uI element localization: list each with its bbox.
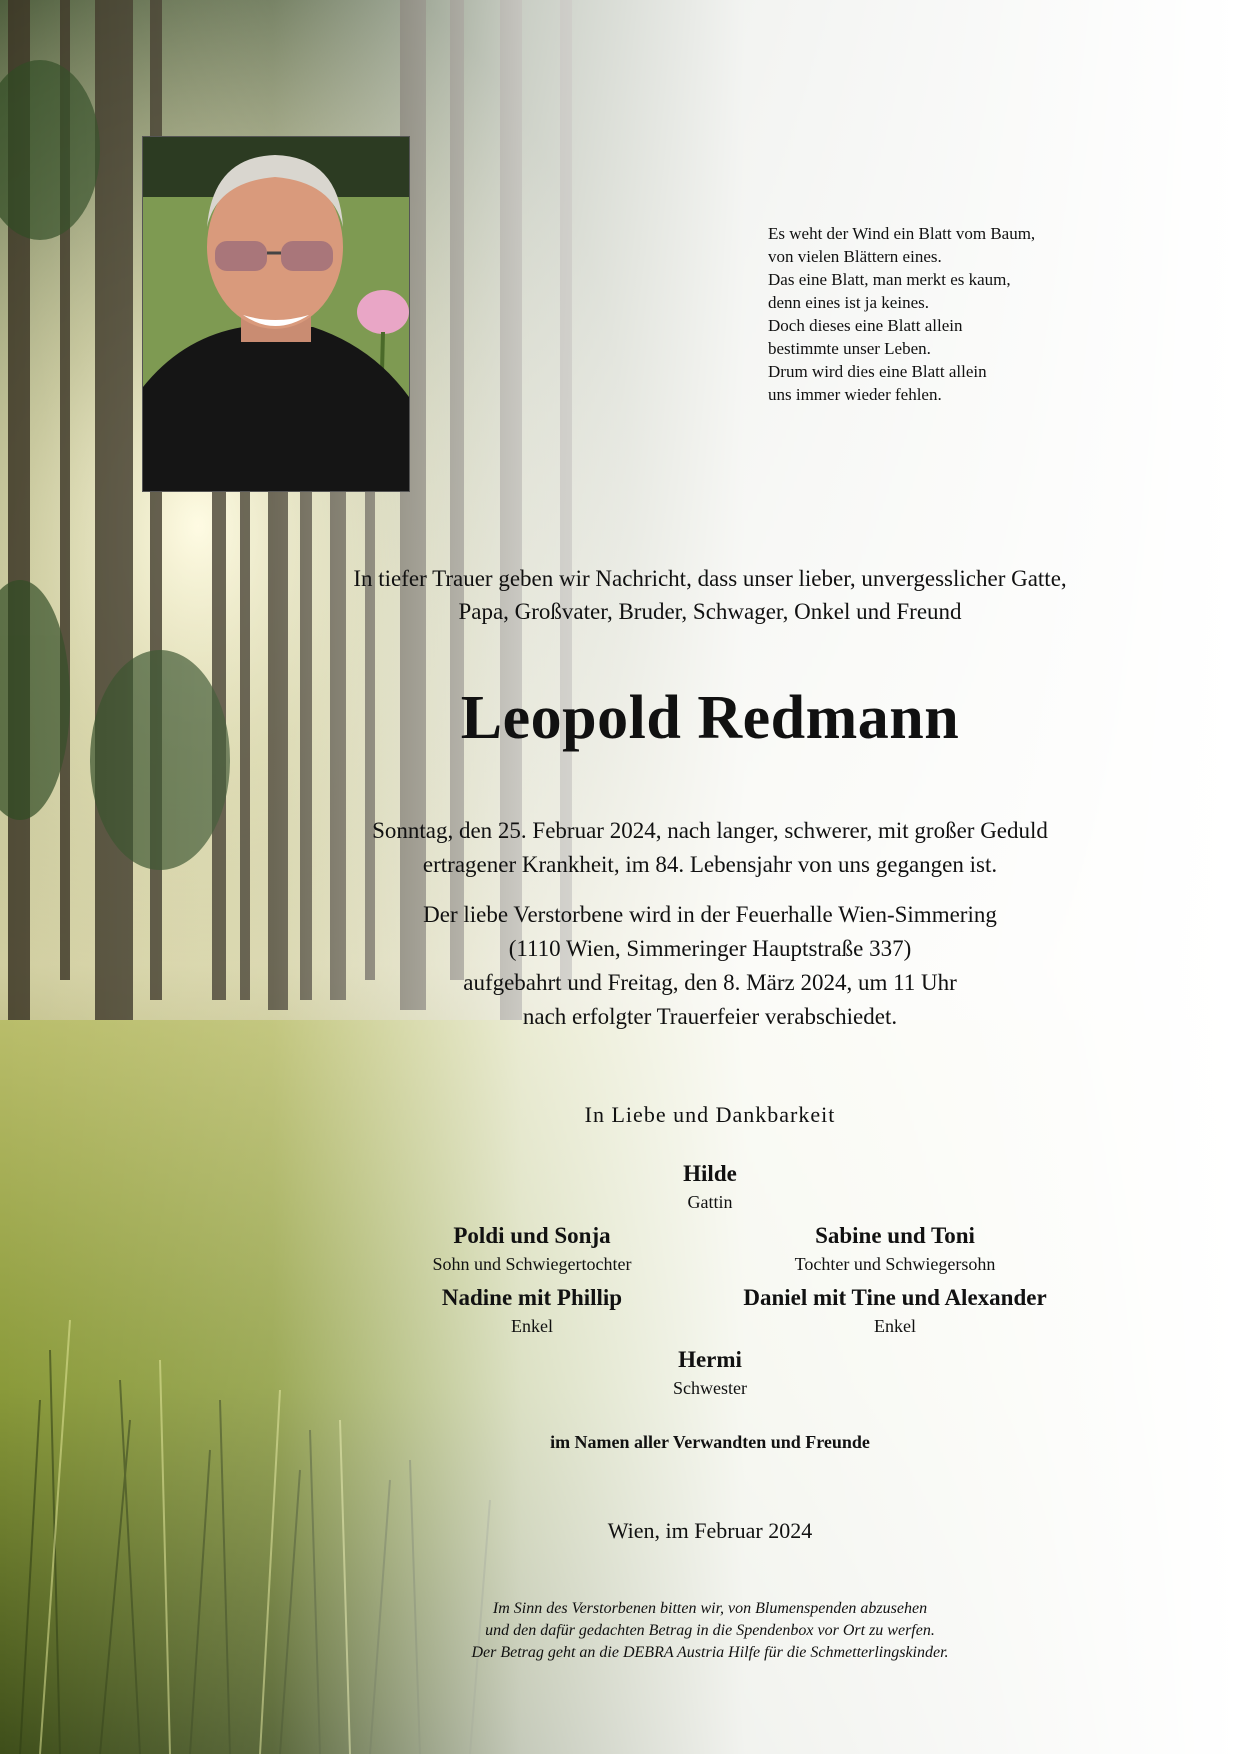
intro-text	[300, 562, 1120, 628]
relative-name: Hilde	[683, 1161, 737, 1186]
funeral-line: aufgebahrt und Freitag, den 8. März 2024, um 11 Uhr	[463, 970, 957, 995]
poem	[768, 222, 1148, 406]
relative-name: Nadine mit Phillip	[441, 1285, 623, 1310]
relative-role: Tochter und Schwiegersohn	[794, 1254, 996, 1274]
relative-name: Hermi	[678, 1347, 742, 1372]
funeral-line: (1110 Wien, Simmeringer Hauptstraße 337)	[508, 936, 912, 961]
poem-line: Drum wird dies eine Blatt allein	[768, 362, 987, 381]
poem-line: uns immer wieder fehlen.	[768, 385, 942, 404]
note-line: und den dafür gedachten Betrag in die Spendenbox vor Ort zu werfen.	[485, 1622, 935, 1639]
funeral-notice	[300, 898, 1120, 1034]
poem-line: bestimmte unser Leben.	[768, 339, 931, 358]
thanks-heading: In Liebe und Dankbarkeit	[584, 1102, 836, 1127]
poem-line: Es weht der Wind ein Blatt vom Baum,	[768, 224, 1036, 243]
relative-role: Enkel	[874, 1316, 916, 1336]
poem-line: Das eine Blatt, man merkt es kaum,	[768, 270, 1011, 289]
death-notice	[300, 814, 1120, 882]
relative-name: Daniel mit Tine und Alexander	[743, 1285, 1047, 1310]
relative-role: Schwester	[673, 1378, 747, 1398]
note-line: Im Sinn des Verstorbenen bitten wir, von Blumenspenden abzusehen	[492, 1600, 928, 1617]
death-line: ertragener Krankheit, im 84. Lebensjahr von uns gegangen ist.	[422, 852, 998, 877]
relative-role: Sohn und Schwiegertochter	[432, 1254, 632, 1274]
funeral-line: nach erfolgter Trauerfeier verabschiedet.	[522, 1004, 898, 1029]
relative-role: Gattin	[687, 1192, 733, 1212]
donation-note	[300, 1598, 1120, 1664]
poem-line: von vielen Blättern eines.	[768, 247, 942, 266]
intro-line: In tiefer Trauer geben wir Nachricht, dass unser lieber, unvergesslicher Gatte,	[353, 566, 1067, 591]
death-line: Sonntag, den 25. Februar 2024, nach langer, schwerer, mit großer Geduld	[372, 818, 1048, 843]
relative-name: Sabine und Toni	[815, 1223, 975, 1248]
portrait-photo	[142, 136, 410, 492]
deceased-name: Leopold Redmann	[460, 684, 960, 752]
place-date: Wien, im Februar 2024	[607, 1518, 813, 1543]
intro-line: Papa, Großvater, Bruder, Schwager, Onkel und Freund	[458, 599, 962, 624]
behalf-line: im Namen aller Verwandten und Freunde	[550, 1432, 870, 1452]
note-line: Der Betrag geht an die DEBRA Austria Hilfe für die Schmetterlingskinder.	[471, 1644, 949, 1661]
relative-name: Poldi und Sonja	[453, 1223, 611, 1248]
poem-line: denn eines ist ja keines.	[768, 293, 929, 312]
relative-role: Enkel	[511, 1316, 553, 1336]
poem-line: Doch dieses eine Blatt allein	[768, 316, 963, 335]
funeral-line: Der liebe Verstorbene wird in der Feuerhalle Wien-Simmering	[423, 902, 997, 927]
